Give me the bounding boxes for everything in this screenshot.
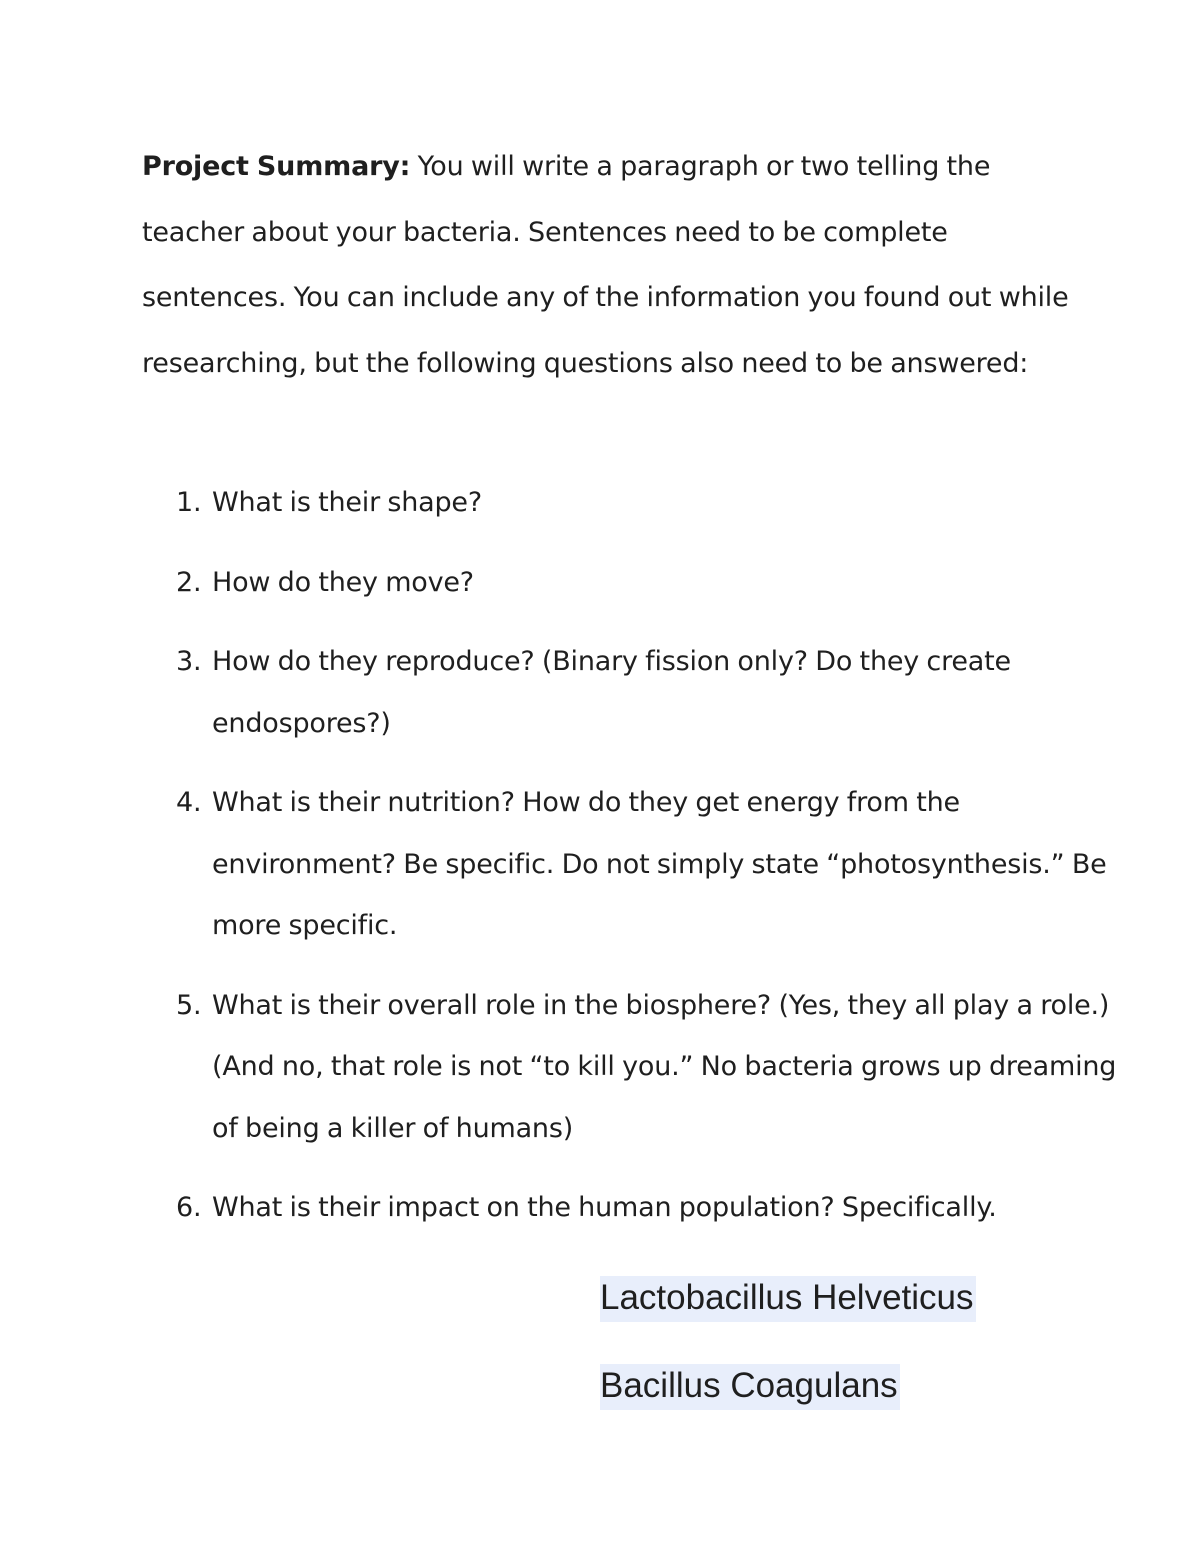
- questions-list: [142, 472, 1122, 1257]
- list-item-number: 2.: [176, 566, 202, 598]
- list-item: [142, 472, 1122, 534]
- list-item-text: What is their nutrition? How do they get energy from the environment? Be specific. Do not simply state “photosynthesis.” Be more specific.: [212, 787, 1107, 941]
- list-item: [142, 1177, 1122, 1239]
- list-item: [142, 631, 1122, 754]
- project-summary-label: Project Summary:: [142, 151, 411, 182]
- bacteria-name-highlighted: Lactobacillus Helveticus: [600, 1276, 976, 1322]
- list-item-text: What is their overall role in the biosphere? (Yes, they all play a role.) (And no, that role is not “to kill you.” No bacteria grows up dreaming of being a killer of humans): [212, 989, 1117, 1144]
- list-item-number: 6.: [176, 1192, 202, 1223]
- project-summary-text: You will write a paragraph or two telling the teacher about your bacteria. Sentences need to be complete sentences. You can include any of the information you found out while researching, but the following questions also need to be answered:: [142, 151, 1069, 379]
- list-item-text: How do they reproduce? (Binary fission only? Do they create endospores?): [212, 646, 1011, 739]
- list-item-text: What is their impact on the human population? Specifically.: [212, 1192, 997, 1223]
- list-item: [142, 552, 1122, 614]
- list-item-number: 1.: [176, 487, 202, 518]
- list-item-number: 3.: [176, 646, 202, 677]
- project-summary-paragraph: [142, 134, 1082, 396]
- list-item: [142, 975, 1122, 1160]
- bacteria-name-highlighted: Bacillus Coagulans: [600, 1364, 900, 1410]
- list-item-number: 4.: [176, 787, 202, 818]
- list-item-text: How do they move?: [212, 566, 474, 598]
- list-item: [142, 772, 1122, 957]
- list-item-text: What is their shape?: [212, 487, 482, 518]
- list-item-number: 5.: [176, 989, 202, 1021]
